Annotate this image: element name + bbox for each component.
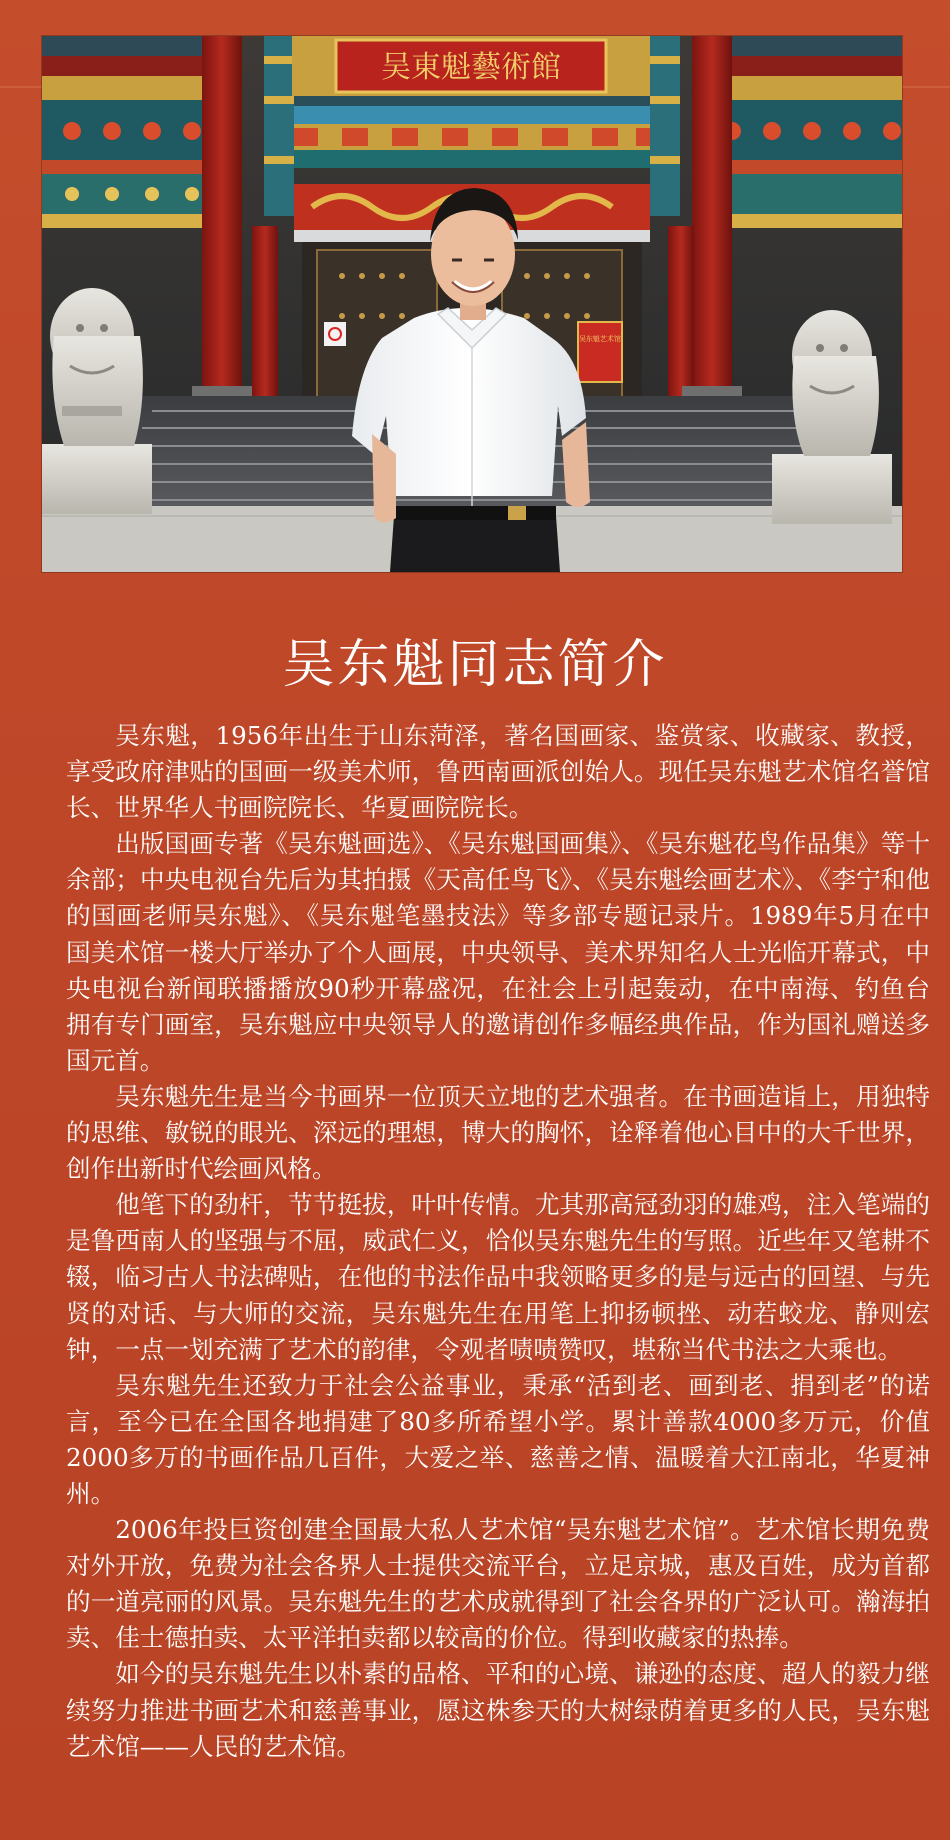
right-pillar [692,36,732,396]
paragraph-3: 吴东魁先生是当今书画界一位顶天立地的艺术强者。在书画造诣上，用独特的思维、敏锐的眼光、深远的理想，博大的胸怀，诠释着他心目中的大千世界，创作出新时代绘画风格。 [66,1081,930,1184]
paragraph-6: 2006年投巨资创建全国最大私人艺术馆“吴东魁艺术馆”。艺术馆长期免费对外开放，免费为社会各界人士提供交流平台，立足京城，惠及百姓，成为首都的一道亮丽的风景。吴东魁先生的艺术成就得到了社会各界的广泛认可。瀚海拍卖、佳士德拍卖、太平洋拍卖都以较高的价位。得到收藏家的热捧。 [66,1515,930,1653]
paragraph-7: 如今的吴东魁先生以朴素的品格、平和的心境、谦逊的态度、超人的毅力继续努力推进书画艺术和慈善事业，愿这株参天的大树绿荫着更多的人民，吴东魁艺术馆——人民的艺术馆。 [66,1659,930,1761]
left-inner-pillar [252,226,278,396]
notice-board-text: 吴东魁艺术馆 [579,335,621,343]
paragraph-5: 吴东魁先生还致力于社会公益事业，秉承“活到老、画到老、捐到老”的诺言，至今已在全国各地捐建了80多所希望小学。累计善款4000多万元，价值2000多万的书画作品几百件，大爱之举、慈善之情、温暖着大江南北，华夏神州。 [66,1370,930,1508]
museum-signboard [292,36,650,96]
signboard-text: 吴東魁藝術館 [381,50,561,85]
right-inner-pillar [668,226,694,396]
left-pillar [202,36,242,396]
paragraph-1: 吴东魁，1956年出生于山东菏泽，著名国画家、鉴赏家、收藏家、教授，享受政府津贴的国画一级美术师，鲁西南画派创始人。现任吴东魁艺术馆名誉馆长、世界华人书画院院长、华夏画院院长。 [66,721,930,823]
paragraph-2: 出版国画专著《吴东魁画选》、《吴东魁国画集》、《吴东魁花鸟作品集》等十余部；中央电视台先后为其拍摄《天高任鸟飞》、《吴东魁绘画艺术》、《李宁和他的国画老师吴东魁》、《吴东魁笔墨技法》等多部专题记录片。1989年5月在中国美术馆一楼大厅举办了个人画展，中央领导、美术界知名人士光临开幕式，中央电视台新闻联播播放90秒开幕盛况，在社会上引起轰动，在中南海、钓鱼台拥有专门画室，吴东魁应中央领导人的邀请创作多幅经典作品，作为国礼赠送多国元首。 [66,829,930,1075]
paragraph-4: 他笔下的劲杆，节节挺拔，叶叶传情。尤其那高冠劲羽的雄鸡，注入笔端的是鲁西南人的坚强与不屈，威武仁义，恰似吴东魁先生的写照。近些年又笔耕不辍，临习古人书法碑贴，在他的书法作品中我领略更多的是与远古的回望、与先贤的对话、与大师的交流，吴东魁先生在用笔上抑扬顿挫、动若蛟龙、静则宏钟，一点一划充满了艺术的韵律，令观者啧啧赞叹，堪称当代书法之大乘也。 [66,1190,930,1364]
article-body [66,718,930,1765]
museum-entrance-photo [42,36,902,572]
article-title: 吴东魁同志简介 [282,635,668,695]
